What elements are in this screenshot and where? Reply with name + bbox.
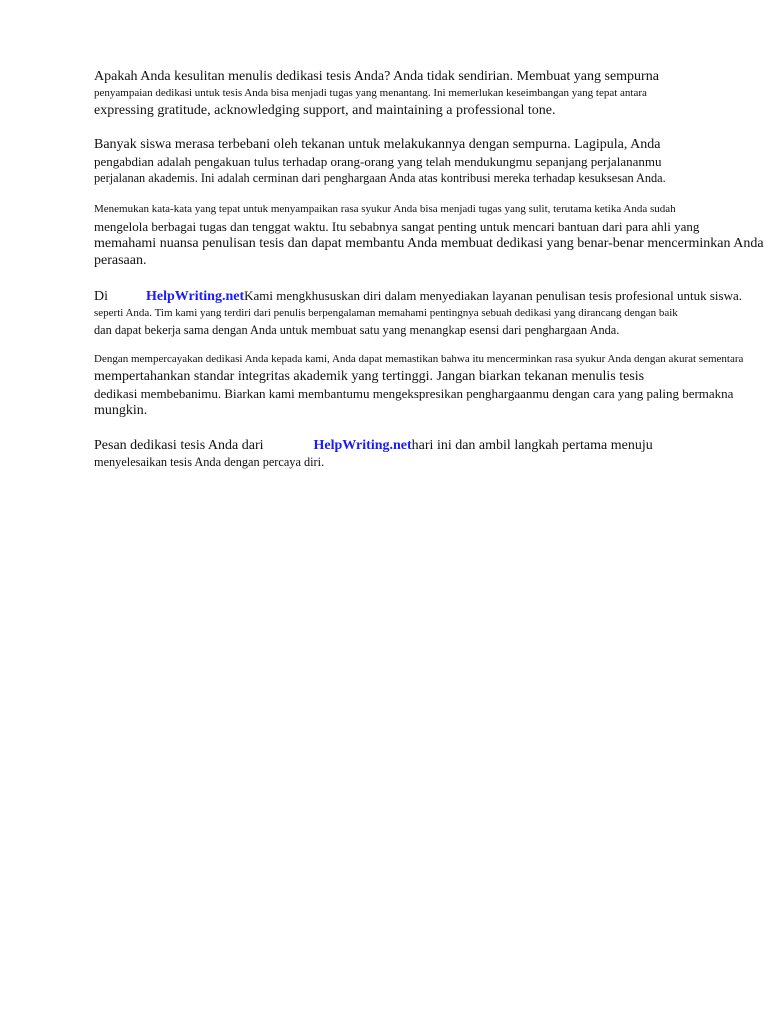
text-line: dan dapat bekerja sama dengan Anda untuk membuat satu yang menangkap esensi dari penghargaan Anda.: [94, 323, 620, 337]
text-line: Banyak siswa merasa terbebani oleh tekanan untuk melakukannya dengan sempurna. Lagipula, Anda: [94, 137, 661, 152]
paragraph-service: [94, 287, 768, 339]
text-line: mungkin.: [94, 403, 148, 418]
text-segment: hari ini dan ambil langkah pertama menuju: [411, 438, 653, 453]
text-line: seperti Anda. Tim kami yang terdiri dari penulis berpengalaman memahami pentingnya sebuah dedikasi yang dirancang dengan baik: [94, 307, 678, 319]
text-prefix: Di: [94, 289, 108, 304]
text-line: mempertahankan standar integritas akademik yang tertinggi. Jangan biarkan tekanan menulis tesis: [94, 369, 645, 384]
text-line: Apakah Anda kesulitan menulis dedikasi tesis Anda? Anda tidak sendirian. Membuat yang sempurna: [94, 69, 659, 84]
text-line: [94, 437, 768, 454]
text-prefix: Pesan dedikasi tesis Anda dari: [94, 438, 264, 453]
text-line: [94, 287, 768, 305]
text-line: perjalanan akademis. Ini adalah cerminan dari penghargaan Anda atas kontribusi mereka terhadap kesuksesan Anda.: [94, 171, 666, 185]
paragraph-trust: [94, 351, 768, 419]
text-line: memahami nuansa penulisan tesis dan dapat membantu Anda membuat dedikasi yang benar-benar mencerminkan Anda: [94, 236, 764, 251]
text-line: perasaan.: [94, 253, 147, 268]
text-line: penyampaian dedikasi untuk tesis Anda bisa menjadi tugas yang menantang. Ini memerlukan keseimbangan yang tepat antara: [94, 87, 647, 99]
text-line: Menemukan kata-kata yang tepat untuk menyampaikan rasa syukur Anda bisa menjadi tugas yang sulit, terutama ketika Anda sudah: [94, 203, 676, 215]
text-line: Dengan mempercayakan dedikasi Anda kepada kami, Anda dapat memastikan bahwa itu mencerminkan rasa syukur Anda dengan akurat sementara: [94, 353, 744, 365]
text-line: menyelesaikan tesis Anda dengan percaya diri.: [94, 455, 325, 469]
text-line: dedikasi membebanimu. Biarkan kami membantumu mengekspresikan penghargaanmu dengan cara yang paling bermakna: [94, 386, 734, 401]
text-line: mengelola berbagai tugas dan tenggat waktu. Itu sebabnya sangat penting untuk mencari bantuan dari para ahli yang: [94, 219, 700, 234]
paragraph-intro: [94, 68, 768, 119]
text-segment: Kami mengkhususkan diri dalam menyediakan layanan penulisan tesis profesional untuk siswa.: [244, 288, 742, 303]
paragraph-finding-words: [94, 201, 768, 269]
text-line: expressing gratitude, acknowledging support, and maintaining a professional tone.: [94, 103, 556, 118]
helpwriting-link[interactable]: HelpWriting.net: [146, 289, 245, 304]
helpwriting-link[interactable]: HelpWriting.net: [313, 438, 412, 453]
paragraph-order: [94, 437, 768, 471]
paragraph-pressure: [94, 136, 768, 187]
text-line: pengabdian adalah pengakuan tulus terhadap orang-orang yang telah mendukungmu sepanjang perjalananmu: [94, 154, 662, 169]
